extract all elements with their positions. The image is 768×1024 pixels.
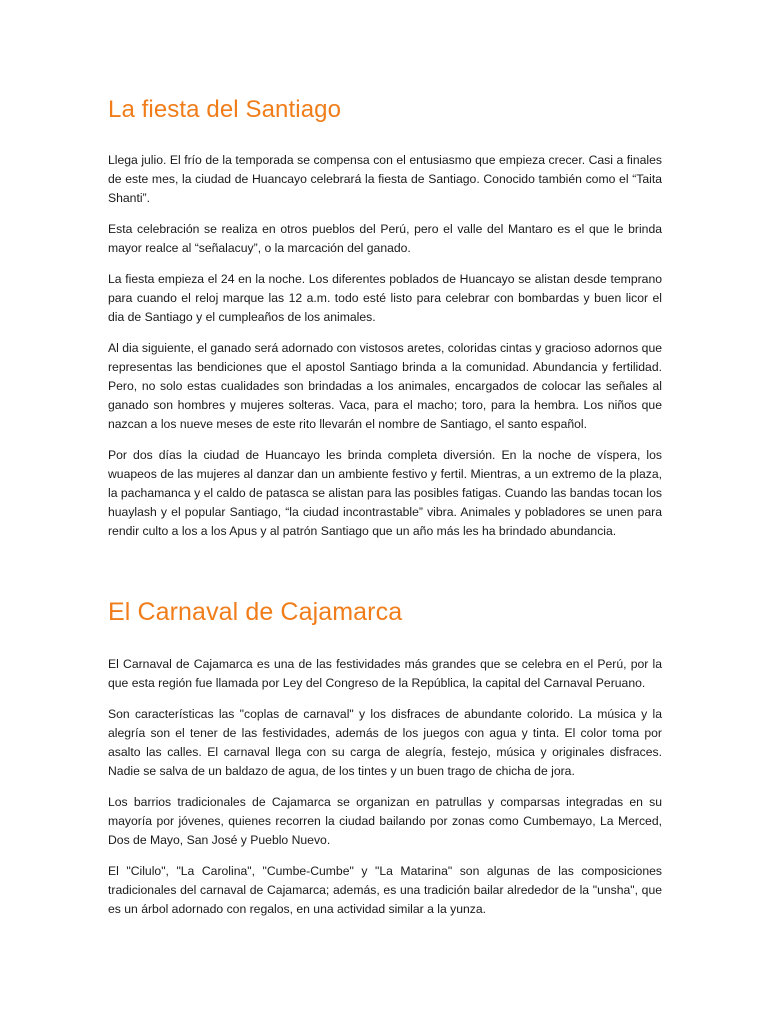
paragraph: Llega julio. El frío de la temporada se compensa con el entusiasmo que empieza crecer. Casi a finales de este mes, la ciudad de Huancayo celebrará la fiesta de Santiago. Conocido también como el “Taita Shanti”. xyxy=(108,153,662,205)
paragraph: El Carnaval de Cajamarca es una de las festividades más grandes que se celebra en el Perú, por la que esta región fue llamada por Ley del Congreso de la República, la capital del Carnaval Peruano. xyxy=(108,657,662,690)
paragraph: Son características las "coplas de carnaval" y los disfraces de abundante colorido. La música y la alegría son el tener de las festividades, además de los juegos con agua y tinta. El color toma por asalto las calles. El carnaval llega con su carga de alegría, festejo, música y originales disfraces. Nadie se salva de un baldazo de agua, de los tintes y un buen trago de chicha de jora. xyxy=(108,707,662,778)
paragraph: La fiesta empieza el 24 en la noche. Los diferentes poblados de Huancayo se alistan desde temprano para cuando el reloj marque las 12 a.m. todo esté listo para celebrar con bombardas y buen licor el dia de Santiago y el cumpleaños de los animales. xyxy=(108,272,662,324)
paragraph: Por dos días la ciudad de Huancayo les brinda completa diversión. En la noche de víspera, los wuapeos de las mujeres al danzar dan un ambiente festivo y fertil. Mientras, a un extremo de la plaza, la pachamanca y el caldo de patasca se alistan para las posibles fatigas. Cuando las bandas tocan los huaylash y el popular Santiago, “la ciudad incontrastable” vibra. Animales y pobladores se unen para rendir culto a los a los Apus y al patrón Santiago que un año más les ha brindado abundancia. xyxy=(108,448,662,538)
section-title-santiago: La fiesta del Santiago xyxy=(108,96,342,123)
paragraph: Al dia siguiente, el ganado será adornado con vistosos aretes, coloridas cintas y gracioso adornos que representas las bendiciones que el apostol Santiago brinda a la comunidad. Abundancia y fertilidad. Pero, no solo estas cualidades son brindadas a los animales, encargados de colocar las señales al ganado son hombres y mujeres solteras. Vaca, para el macho; toro, para la hembra. Los niños que nazcan a los nueve meses de este rito llevarán el nombre de Santiago, el santo español. xyxy=(108,341,662,431)
paragraph: Esta celebración se realiza en otros pueblos del Perú, pero el valle del Mantaro es el que le brinda mayor realce al “señalacuy”, o la marcación del ganado. xyxy=(108,222,662,255)
section-body-santiago xyxy=(108,151,662,553)
section-body-carnaval xyxy=(108,655,662,931)
section-title-carnaval: El Carnaval de Cajamarca xyxy=(108,598,403,626)
paragraph: El "Cilulo", "La Carolina", "Cumbe-Cumbe" y "La Matarina" son algunas de las composiciones tradicionales del carnaval de Cajamarca; además, es una tradición bailar alrededor de la "unsha", que es un árbol adornado con regalos, en una actividad similar a la yunza. xyxy=(108,864,662,916)
paragraph: Los barrios tradicionales de Cajamarca se organizan en patrullas y comparsas integradas en su mayoría por jóvenes, quienes recorren la ciudad bailando por zonas como Cumbemayo, La Merced, Dos de Mayo, San José y Pueblo Nuevo. xyxy=(108,795,662,847)
